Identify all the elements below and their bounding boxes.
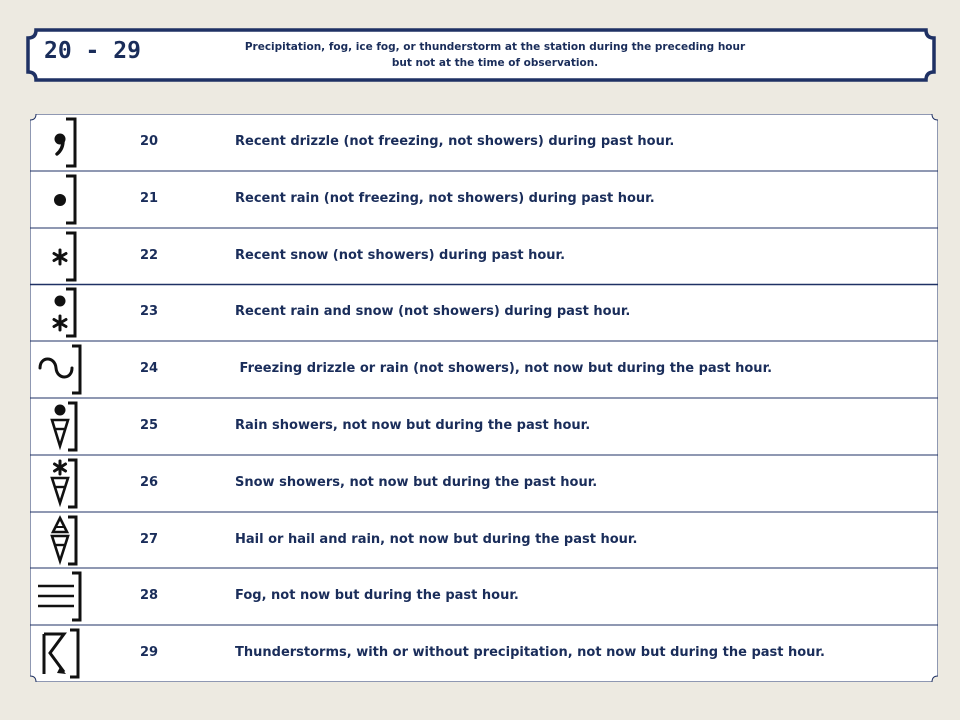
code-number: 25	[140, 418, 159, 433]
recent-snow-icon	[36, 229, 86, 284]
code-range-title: 20 - 29	[44, 38, 141, 64]
code-number: 21	[140, 191, 159, 206]
table-row-25	[30, 398, 938, 455]
table-row-24	[30, 341, 938, 398]
table-row-23	[30, 284, 938, 341]
thunderstorm-icon	[36, 626, 86, 681]
table-row-22	[30, 228, 938, 285]
code-number: 23	[140, 304, 159, 319]
code-number: 20	[140, 134, 159, 149]
code-description: Freezing drizzle or rain (not showers), not now but during the past hour.	[235, 361, 773, 376]
code-description: Recent rain and snow (not showers) during past hour.	[235, 304, 631, 319]
code-number: 22	[140, 248, 159, 263]
code-number: 28	[140, 588, 159, 603]
recent-rain-and-snow-icon	[36, 285, 86, 340]
code-description: Fog, not now but during the past hour.	[235, 588, 519, 603]
present-weather-table	[30, 114, 938, 682]
code-number: 24	[140, 361, 159, 376]
header-banner	[26, 28, 936, 82]
snow-showers-icon	[36, 456, 86, 511]
code-description: Recent rain (not freezing, not showers) during past hour.	[235, 191, 655, 206]
header-description-line-2: but not at the time of observation.	[391, 57, 599, 69]
code-number: 29	[140, 645, 159, 660]
fog-icon	[36, 569, 86, 624]
hail-showers-icon	[36, 513, 86, 568]
code-number: 27	[140, 532, 159, 547]
table-row-20	[30, 114, 938, 171]
header-description	[186, 39, 804, 71]
code-description: Rain showers, not now but during the past hour.	[235, 418, 591, 433]
table-row-26	[30, 455, 938, 512]
code-description: Recent snow (not showers) during past hour.	[235, 248, 566, 263]
table-row-21	[30, 171, 938, 228]
code-description: Hail or hail and rain, not now but during the past hour.	[235, 532, 638, 547]
recent-drizzle-icon	[36, 115, 86, 170]
code-number: 26	[140, 475, 159, 490]
code-description: Snow showers, not now but during the past hour.	[235, 475, 598, 490]
code-description: Thunderstorms, with or without precipitation, not now but during the past hour.	[235, 645, 825, 660]
header-description-line-1: Precipitation, fog, ice fog, or thunderstorm at the station during the preceding hour	[244, 41, 746, 53]
table-row-29	[30, 625, 938, 682]
table-row-27	[30, 512, 938, 569]
rain-showers-icon	[36, 399, 86, 454]
code-description: Recent drizzle (not freezing, not showers) during past hour.	[235, 134, 675, 149]
freezing-precipitation-icon	[36, 342, 86, 397]
table-row-28	[30, 568, 938, 625]
recent-rain-icon	[36, 172, 86, 227]
